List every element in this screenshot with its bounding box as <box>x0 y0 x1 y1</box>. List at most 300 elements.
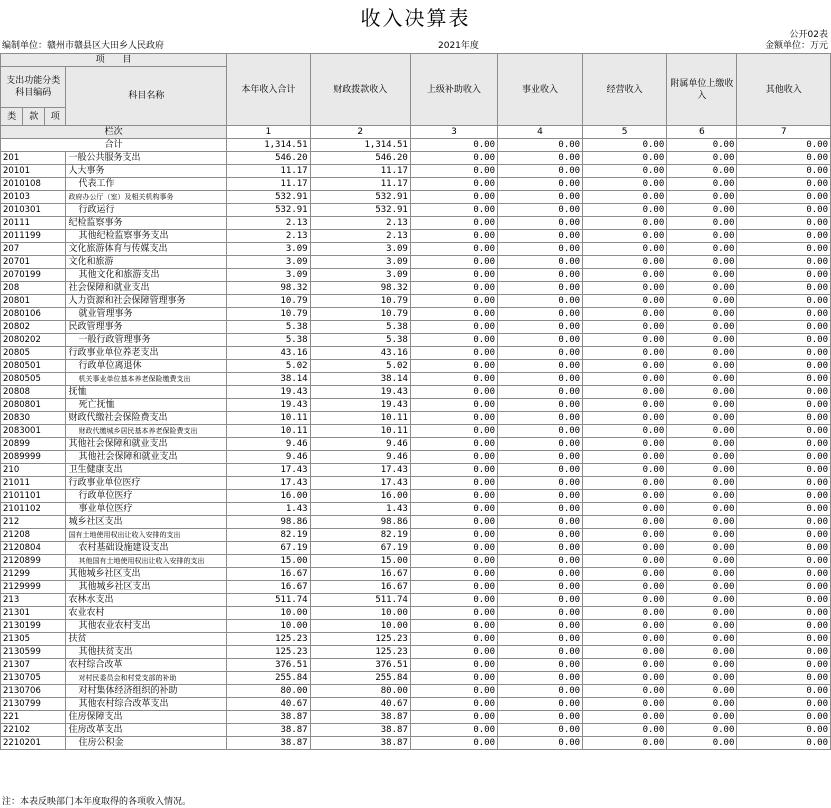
row-value-zero: 0.00 <box>737 516 831 529</box>
row-value-zero: 0.00 <box>667 672 737 685</box>
row-value-total: 17.43 <box>227 477 310 490</box>
row-value-zero: 0.00 <box>667 256 737 269</box>
table-row <box>1 347 831 360</box>
total-row <box>1 139 831 152</box>
row-value-zero: 0.00 <box>498 490 583 503</box>
header-kuan: 款 <box>23 108 45 126</box>
row-value-zero: 0.00 <box>410 594 497 607</box>
row-value-zero: 0.00 <box>498 529 583 542</box>
row-value-total: 15.00 <box>227 555 310 568</box>
row-value-zero: 0.00 <box>498 425 583 438</box>
col-num-5: 5 <box>583 126 667 139</box>
table-row <box>1 204 831 217</box>
row-value-zero: 0.00 <box>737 438 831 451</box>
table-row <box>1 191 831 204</box>
row-name: 民政管理事务 <box>66 321 227 334</box>
row-value-zero: 0.00 <box>410 256 497 269</box>
row-value-total: 376.51 <box>227 659 310 672</box>
row-value-zero: 0.00 <box>498 191 583 204</box>
table-row <box>1 503 831 516</box>
row-name: 机关事业单位基本养老保险缴费支出 <box>66 373 227 386</box>
row-value-zero: 0.00 <box>737 191 831 204</box>
table-row <box>1 243 831 256</box>
row-name: 行政事业单位医疗 <box>66 477 227 490</box>
row-value-zero: 0.00 <box>583 282 667 295</box>
row-value-zero: 0.00 <box>737 724 831 737</box>
row-value-zero: 0.00 <box>583 685 667 698</box>
row-name: 抚恤 <box>66 386 227 399</box>
row-value-total: 80.00 <box>227 685 310 698</box>
row-value-zero: 0.00 <box>498 555 583 568</box>
row-value-total: 532.91 <box>227 191 310 204</box>
row-value-zero: 0.00 <box>667 607 737 620</box>
row-value-fiscal: 125.23 <box>310 646 410 659</box>
row-code: 221 <box>1 711 66 724</box>
row-value-total: 82.19 <box>227 529 310 542</box>
row-value-fiscal: 546.20 <box>310 152 410 165</box>
row-value-zero: 0.00 <box>667 724 737 737</box>
row-name: 对村集体经济组织的补助 <box>66 685 227 698</box>
row-code: 21305 <box>1 633 66 646</box>
row-name: 卫生健康支出 <box>66 464 227 477</box>
row-name: 其他扶贫支出 <box>66 646 227 659</box>
row-code: 20801 <box>1 295 66 308</box>
row-name: 农村综合改革 <box>66 659 227 672</box>
row-value-fiscal: 38.87 <box>310 711 410 724</box>
row-value-zero: 0.00 <box>410 529 497 542</box>
row-value-zero: 0.00 <box>737 373 831 386</box>
row-code: 2089999 <box>1 451 66 464</box>
row-value-fiscal: 10.79 <box>310 308 410 321</box>
row-value-zero: 0.00 <box>667 451 737 464</box>
row-value-zero: 0.00 <box>667 620 737 633</box>
row-value-zero: 0.00 <box>410 204 497 217</box>
row-value-fiscal: 125.23 <box>310 633 410 646</box>
row-value-fiscal: 38.14 <box>310 373 410 386</box>
row-name: 纪检监察事务 <box>66 217 227 230</box>
row-value-zero: 0.00 <box>667 399 737 412</box>
row-value-zero: 0.00 <box>737 659 831 672</box>
table-row <box>1 737 831 750</box>
row-value-zero: 0.00 <box>498 399 583 412</box>
row-value-zero: 0.00 <box>498 204 583 217</box>
row-value-zero: 0.00 <box>667 243 737 256</box>
row-name: 社会保障和就业支出 <box>66 282 227 295</box>
row-value-zero: 0.00 <box>410 399 497 412</box>
col-num-1: 1 <box>227 126 310 139</box>
row-code: 212 <box>1 516 66 529</box>
row-value-zero: 0.00 <box>583 165 667 178</box>
row-value-total: 2.13 <box>227 230 310 243</box>
row-value-zero: 0.00 <box>737 672 831 685</box>
row-value-zero: 0.00 <box>498 607 583 620</box>
row-value-fiscal: 10.00 <box>310 607 410 620</box>
row-value-zero: 0.00 <box>667 698 737 711</box>
row-value-zero: 0.00 <box>667 503 737 516</box>
row-value-fiscal: 9.46 <box>310 438 410 451</box>
row-value-zero: 0.00 <box>583 373 667 386</box>
row-value-zero: 0.00 <box>737 412 831 425</box>
col-num-6: 6 <box>667 126 737 139</box>
row-value-zero: 0.00 <box>667 295 737 308</box>
row-value-zero: 0.00 <box>583 724 667 737</box>
row-code: 21301 <box>1 607 66 620</box>
row-value-zero: 0.00 <box>737 568 831 581</box>
row-value-zero: 0.00 <box>498 503 583 516</box>
row-value-zero: 0.00 <box>583 477 667 490</box>
row-value-zero: 0.00 <box>583 633 667 646</box>
row-value-zero: 0.00 <box>737 165 831 178</box>
row-code: 2010301 <box>1 204 66 217</box>
row-value-zero: 0.00 <box>667 685 737 698</box>
row-value-total: 19.43 <box>227 399 310 412</box>
row-value-zero: 0.00 <box>737 646 831 659</box>
row-value-total: 10.00 <box>227 607 310 620</box>
total-value: 1,314.51 <box>310 139 410 152</box>
row-value-zero: 0.00 <box>667 659 737 672</box>
row-value-total: 125.23 <box>227 646 310 659</box>
header-xiang: 项 <box>44 108 66 126</box>
table-row <box>1 373 831 386</box>
row-code: 2101102 <box>1 503 66 516</box>
table-row <box>1 646 831 659</box>
row-value-zero: 0.00 <box>667 269 737 282</box>
row-value-zero: 0.00 <box>583 217 667 230</box>
row-name: 事业单位医疗 <box>66 503 227 516</box>
row-value-zero: 0.00 <box>667 477 737 490</box>
row-value-zero: 0.00 <box>583 256 667 269</box>
table-row <box>1 711 831 724</box>
table-row <box>1 399 831 412</box>
total-value: 0.00 <box>583 139 667 152</box>
row-value-zero: 0.00 <box>737 633 831 646</box>
row-value-total: 511.74 <box>227 594 310 607</box>
row-value-fiscal: 255.84 <box>310 672 410 685</box>
row-value-total: 3.09 <box>227 243 310 256</box>
row-name: 代表工作 <box>66 178 227 191</box>
row-value-zero: 0.00 <box>583 438 667 451</box>
total-value: 0.00 <box>667 139 737 152</box>
row-value-total: 38.87 <box>227 737 310 750</box>
col-header-2: 财政拨款收入 <box>310 54 410 126</box>
row-value-zero: 0.00 <box>737 178 831 191</box>
row-value-zero: 0.00 <box>667 282 737 295</box>
row-name: 其他农村综合改革支出 <box>66 698 227 711</box>
row-value-zero: 0.00 <box>737 685 831 698</box>
row-value-zero: 0.00 <box>410 360 497 373</box>
row-value-zero: 0.00 <box>583 659 667 672</box>
row-value-zero: 0.00 <box>410 542 497 555</box>
row-value-zero: 0.00 <box>583 529 667 542</box>
row-value-fiscal: 11.17 <box>310 165 410 178</box>
row-value-zero: 0.00 <box>667 373 737 386</box>
row-value-zero: 0.00 <box>498 321 583 334</box>
row-value-total: 3.09 <box>227 269 310 282</box>
row-name: 其他城乡社区支出 <box>66 581 227 594</box>
row-code: 2010108 <box>1 178 66 191</box>
row-name: 其他国有土地使用权出让收入安排的支出 <box>66 555 227 568</box>
row-value-zero: 0.00 <box>410 516 497 529</box>
row-value-zero: 0.00 <box>583 737 667 750</box>
row-name: 行政单位离退休 <box>66 360 227 373</box>
row-value-zero: 0.00 <box>410 217 497 230</box>
row-value-fiscal: 38.87 <box>310 737 410 750</box>
col-num-7: 7 <box>737 126 831 139</box>
row-value-zero: 0.00 <box>498 659 583 672</box>
table-row <box>1 451 831 464</box>
row-value-fiscal: 9.46 <box>310 451 410 464</box>
row-value-total: 5.02 <box>227 360 310 373</box>
row-code: 20805 <box>1 347 66 360</box>
row-value-zero: 0.00 <box>667 646 737 659</box>
row-code: 2120899 <box>1 555 66 568</box>
row-value-zero: 0.00 <box>498 412 583 425</box>
row-code: 21011 <box>1 477 66 490</box>
row-value-zero: 0.00 <box>498 633 583 646</box>
table-row <box>1 152 831 165</box>
row-value-total: 11.17 <box>227 165 310 178</box>
col-header-6: 附属单位上缴收入 <box>667 54 737 126</box>
row-value-fiscal: 10.11 <box>310 412 410 425</box>
row-value-zero: 0.00 <box>737 269 831 282</box>
row-code: 2080202 <box>1 334 66 347</box>
row-value-zero: 0.00 <box>498 438 583 451</box>
row-value-total: 5.38 <box>227 334 310 347</box>
row-value-zero: 0.00 <box>667 581 737 594</box>
table-row <box>1 230 831 243</box>
row-code: 2080501 <box>1 360 66 373</box>
total-value: 0.00 <box>410 139 497 152</box>
row-value-total: 2.13 <box>227 217 310 230</box>
row-value-zero: 0.00 <box>583 152 667 165</box>
row-value-zero: 0.00 <box>498 269 583 282</box>
row-value-fiscal: 38.87 <box>310 724 410 737</box>
row-code: 20802 <box>1 321 66 334</box>
row-value-zero: 0.00 <box>410 555 497 568</box>
row-value-zero: 0.00 <box>737 308 831 321</box>
table-row <box>1 477 831 490</box>
row-value-zero: 0.00 <box>498 347 583 360</box>
row-value-zero: 0.00 <box>737 282 831 295</box>
row-value-zero: 0.00 <box>583 646 667 659</box>
row-code: 2130705 <box>1 672 66 685</box>
total-value: 1,314.51 <box>227 139 310 152</box>
row-code: 2130599 <box>1 646 66 659</box>
row-value-zero: 0.00 <box>737 594 831 607</box>
row-value-zero: 0.00 <box>498 672 583 685</box>
row-value-zero: 0.00 <box>667 711 737 724</box>
header-lei: 类 <box>1 108 23 126</box>
row-value-zero: 0.00 <box>737 399 831 412</box>
row-value-zero: 0.00 <box>583 698 667 711</box>
row-value-zero: 0.00 <box>737 529 831 542</box>
row-value-zero: 0.00 <box>410 711 497 724</box>
row-value-total: 532.91 <box>227 204 310 217</box>
row-value-zero: 0.00 <box>667 594 737 607</box>
row-code: 2210201 <box>1 737 66 750</box>
row-value-zero: 0.00 <box>737 230 831 243</box>
row-code: 207 <box>1 243 66 256</box>
row-value-zero: 0.00 <box>498 451 583 464</box>
row-value-zero: 0.00 <box>498 256 583 269</box>
row-code: 21208 <box>1 529 66 542</box>
row-value-zero: 0.00 <box>737 334 831 347</box>
row-code: 20808 <box>1 386 66 399</box>
row-value-total: 9.46 <box>227 438 310 451</box>
row-value-zero: 0.00 <box>583 360 667 373</box>
row-code: 20111 <box>1 217 66 230</box>
row-value-fiscal: 19.43 <box>310 386 410 399</box>
row-value-zero: 0.00 <box>737 321 831 334</box>
row-value-zero: 0.00 <box>667 568 737 581</box>
row-value-zero: 0.00 <box>583 204 667 217</box>
row-value-zero: 0.00 <box>583 386 667 399</box>
row-value-zero: 0.00 <box>737 152 831 165</box>
row-code: 2129999 <box>1 581 66 594</box>
row-name: 其他城乡社区支出 <box>66 568 227 581</box>
row-value-zero: 0.00 <box>498 542 583 555</box>
row-value-fiscal: 10.11 <box>310 425 410 438</box>
row-value-total: 16.67 <box>227 581 310 594</box>
row-name: 一般公共服务支出 <box>66 152 227 165</box>
row-value-zero: 0.00 <box>737 620 831 633</box>
row-code: 2130799 <box>1 698 66 711</box>
row-value-fiscal: 2.13 <box>310 230 410 243</box>
row-code: 2080106 <box>1 308 66 321</box>
table-row <box>1 490 831 503</box>
row-name: 住房改革支出 <box>66 724 227 737</box>
row-value-zero: 0.00 <box>410 672 497 685</box>
col-header-1: 本年收入合计 <box>227 54 310 126</box>
table-row <box>1 516 831 529</box>
table-row <box>1 256 831 269</box>
row-value-fiscal: 17.43 <box>310 464 410 477</box>
row-value-zero: 0.00 <box>667 204 737 217</box>
row-value-zero: 0.00 <box>498 646 583 659</box>
row-value-zero: 0.00 <box>667 737 737 750</box>
row-value-zero: 0.00 <box>498 477 583 490</box>
row-value-zero: 0.00 <box>737 607 831 620</box>
row-value-zero: 0.00 <box>737 711 831 724</box>
row-value-total: 98.32 <box>227 282 310 295</box>
table-row <box>1 464 831 477</box>
row-value-zero: 0.00 <box>410 724 497 737</box>
row-value-fiscal: 5.38 <box>310 321 410 334</box>
header-func-code: 支出功能分类科目编码 <box>1 67 66 108</box>
row-value-fiscal: 10.79 <box>310 295 410 308</box>
fiscal-year: 2021年度 <box>438 41 479 51</box>
row-name: 行政运行 <box>66 204 227 217</box>
row-value-zero: 0.00 <box>583 516 667 529</box>
row-code: 208 <box>1 282 66 295</box>
row-value-fiscal: 43.16 <box>310 347 410 360</box>
row-value-zero: 0.00 <box>583 620 667 633</box>
row-value-total: 98.86 <box>227 516 310 529</box>
row-value-zero: 0.00 <box>410 152 497 165</box>
table-row <box>1 685 831 698</box>
table-row <box>1 555 831 568</box>
row-value-zero: 0.00 <box>737 295 831 308</box>
row-value-zero: 0.00 <box>583 451 667 464</box>
table-row <box>1 334 831 347</box>
row-code: 2130706 <box>1 685 66 698</box>
row-value-zero: 0.00 <box>410 646 497 659</box>
table-row <box>1 165 831 178</box>
row-value-zero: 0.00 <box>667 425 737 438</box>
row-name: 其他农业农村支出 <box>66 620 227 633</box>
row-value-zero: 0.00 <box>583 542 667 555</box>
row-code: 213 <box>1 594 66 607</box>
row-value-zero: 0.00 <box>498 178 583 191</box>
row-value-fiscal: 67.19 <box>310 542 410 555</box>
row-value-fiscal: 532.91 <box>310 191 410 204</box>
row-value-total: 43.16 <box>227 347 310 360</box>
table-row <box>1 308 831 321</box>
row-value-zero: 0.00 <box>737 425 831 438</box>
row-value-total: 10.00 <box>227 620 310 633</box>
row-value-total: 3.09 <box>227 256 310 269</box>
row-value-zero: 0.00 <box>583 308 667 321</box>
row-value-zero: 0.00 <box>498 581 583 594</box>
table-row <box>1 282 831 295</box>
row-value-zero: 0.00 <box>667 165 737 178</box>
row-code: 201 <box>1 152 66 165</box>
row-value-fiscal: 3.09 <box>310 269 410 282</box>
row-value-zero: 0.00 <box>498 373 583 386</box>
row-value-zero: 0.00 <box>737 243 831 256</box>
row-value-zero: 0.00 <box>498 217 583 230</box>
row-code: 21307 <box>1 659 66 672</box>
row-value-zero: 0.00 <box>583 581 667 594</box>
table-row <box>1 412 831 425</box>
row-code: 2120804 <box>1 542 66 555</box>
row-value-zero: 0.00 <box>737 542 831 555</box>
row-value-zero: 0.00 <box>583 178 667 191</box>
row-value-total: 38.87 <box>227 724 310 737</box>
row-value-zero: 0.00 <box>498 308 583 321</box>
row-value-fiscal: 11.17 <box>310 178 410 191</box>
row-value-fiscal: 3.09 <box>310 256 410 269</box>
row-value-fiscal: 16.00 <box>310 490 410 503</box>
row-value-zero: 0.00 <box>737 503 831 516</box>
row-value-zero: 0.00 <box>410 269 497 282</box>
row-value-zero: 0.00 <box>667 438 737 451</box>
row-value-fiscal: 17.43 <box>310 477 410 490</box>
row-value-zero: 0.00 <box>498 230 583 243</box>
row-value-zero: 0.00 <box>498 724 583 737</box>
row-value-zero: 0.00 <box>498 594 583 607</box>
col-num-4: 4 <box>498 126 583 139</box>
col-num-2: 2 <box>310 126 410 139</box>
row-name: 住房保障支出 <box>66 711 227 724</box>
row-name: 农村基础设施建设支出 <box>66 542 227 555</box>
row-value-zero: 0.00 <box>410 373 497 386</box>
row-value-fiscal: 5.02 <box>310 360 410 373</box>
table-row <box>1 542 831 555</box>
row-value-zero: 0.00 <box>667 464 737 477</box>
table-row <box>1 425 831 438</box>
row-value-zero: 0.00 <box>583 607 667 620</box>
row-value-zero: 0.00 <box>667 152 737 165</box>
row-value-total: 5.38 <box>227 321 310 334</box>
row-value-zero: 0.00 <box>410 438 497 451</box>
row-value-zero: 0.00 <box>667 334 737 347</box>
row-value-zero: 0.00 <box>498 295 583 308</box>
row-value-zero: 0.00 <box>410 503 497 516</box>
row-value-zero: 0.00 <box>667 542 737 555</box>
row-name: 其他社会保障和就业支出 <box>66 438 227 451</box>
row-value-zero: 0.00 <box>410 620 497 633</box>
